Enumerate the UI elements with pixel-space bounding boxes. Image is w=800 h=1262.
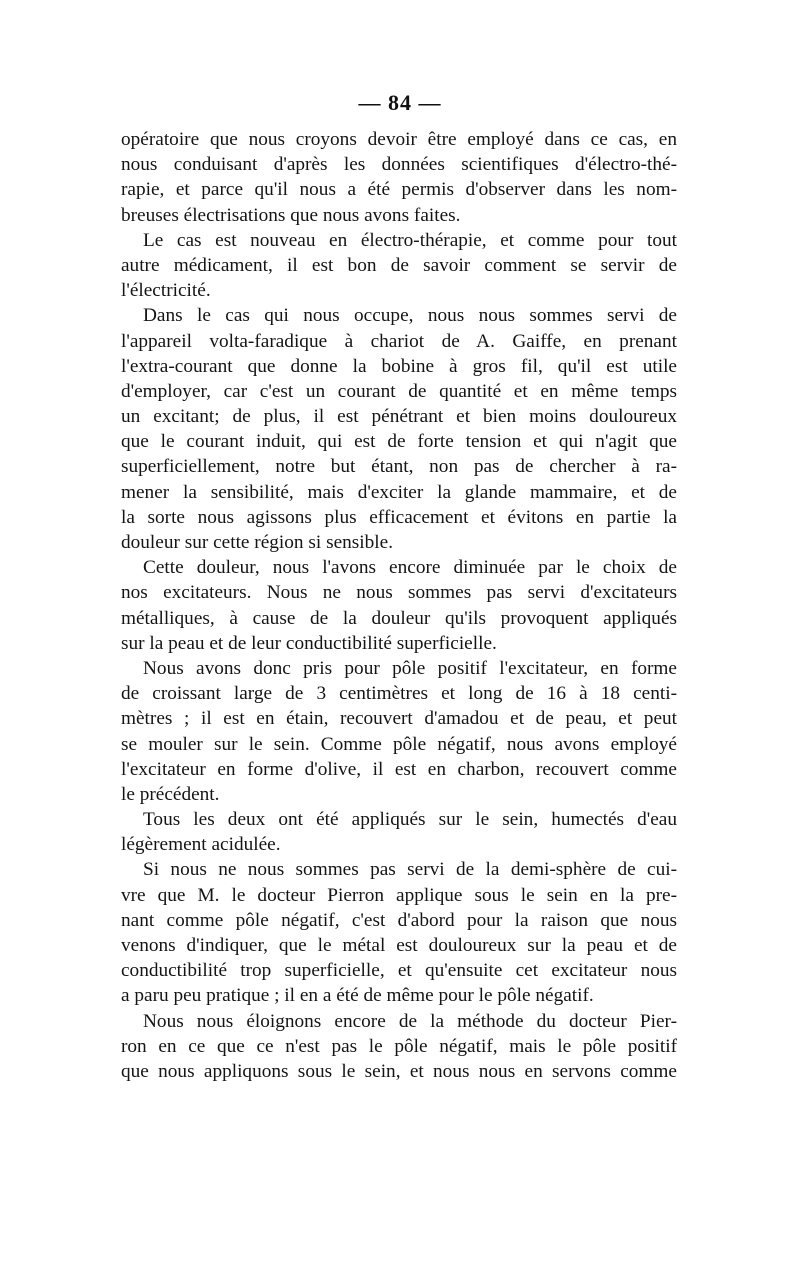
text-line: l'excitateur en forme d'olive, il est en charbon, recouvert comme (121, 758, 677, 780)
paragraph (121, 807, 677, 857)
text-line: que nous appliquons sous le sein, et nous nous en servons comme (121, 1060, 677, 1082)
text-line: sur la peau et de leur conductibilité superficielle. (121, 632, 497, 654)
paragraph (121, 555, 677, 656)
text-line: ron en ce que ce n'est pas le pôle négatif, mais le pôle positif (121, 1035, 677, 1057)
text-line: nant comme pôle négatif, c'est d'abord pour la raison que nous (121, 909, 677, 931)
text-line: mener la sensibilité, mais d'exciter la glande mammaire, et de (121, 481, 677, 503)
paragraph (121, 857, 677, 1008)
text-line: d'employer, car c'est un courant de quantité et en même temps (121, 380, 677, 402)
text-line: douleur sur cette région si sensible. (121, 532, 394, 553)
paragraph (121, 127, 677, 228)
text-line: un excitant; de plus, il est pénétrant et bien moins douloureux (121, 406, 677, 428)
text-line: vre que M. le docteur Pierron applique sous le sein en la pre- (121, 884, 677, 906)
text-line: Le cas est nouveau en électro-thérapie, et comme pour tout (143, 229, 677, 251)
text-line: que le courant induit, qui est de forte tension et qui n'agit que (121, 431, 677, 453)
text-line: Nous nous éloignons encore de la méthode du docteur Pier- (143, 1010, 677, 1032)
text-line: la sorte nous agissons plus efficacement et évitons en partie la (121, 506, 677, 528)
text-line: Nous avons donc pris pour pôle positif l'excitateur, en forme (143, 657, 677, 679)
body-text (121, 127, 677, 1084)
text-line: l'extra-courant que donne la bobine à gros fil, qu'il est utile (121, 355, 677, 377)
text-line: opératoire que nous croyons devoir être employé dans ce cas, en (121, 129, 677, 150)
text-line: Si nous ne nous sommes pas servi de la demi-sphère de cui- (143, 859, 677, 881)
text-line: nos excitateurs. Nous ne nous sommes pas servi d'excitateurs (121, 582, 677, 604)
text-line: Cette douleur, nous l'avons encore diminuée par le choix de (143, 557, 677, 579)
text-line: breuses électrisations que nous avons faites. (121, 204, 461, 226)
text-line: métalliques, à cause de la douleur qu'ils provoquent appliqués (121, 607, 677, 629)
text-line: venons d'indiquer, que le métal est douloureux sur la peau et de (121, 935, 677, 956)
text-line: légèrement acidulée. (121, 834, 281, 856)
paragraph (121, 656, 677, 807)
page-number: — 84 — (358, 90, 442, 115)
text-line: mètres ; il est en étain, recouvert d'amadou et de peau, et peut (121, 708, 677, 730)
text-line: a paru peu pratique ; il en a été de même pour le pôle négatif. (121, 985, 594, 1007)
text-line: l'appareil volta-faradique à chariot de A. Gaiffe, en prenant (121, 330, 677, 352)
text-line: conductibilité trop superficielle, et qu'ensuite cet excitateur nous (121, 960, 677, 982)
text-line: nous conduisant d'après les données scientifiques d'électro-thé- (121, 154, 677, 176)
paragraph (121, 228, 677, 304)
text-line: de croissant large de 3 centimètres et long de 16 à 18 centi- (121, 683, 677, 705)
text-line: se mouler sur le sein. Comme pôle négatif, nous avons employé (121, 733, 677, 755)
text-line: superficiellement, notre but étant, non pas de chercher à ra- (121, 456, 677, 478)
text-line: autre médicament, il est bon de savoir comment se servir de (121, 254, 677, 276)
text-line: l'électricité. (121, 280, 211, 302)
text-line: Dans le cas qui nous occupe, nous nous sommes servi de (143, 305, 677, 327)
paragraph (121, 1009, 677, 1085)
paragraph (121, 303, 677, 555)
text-line: rapie, et parce qu'il nous a été permis d'observer dans les nom- (121, 179, 677, 201)
text-line: Tous les deux ont été appliqués sur le sein, humectés d'eau (143, 809, 677, 831)
text-line: le précédent. (121, 783, 220, 805)
